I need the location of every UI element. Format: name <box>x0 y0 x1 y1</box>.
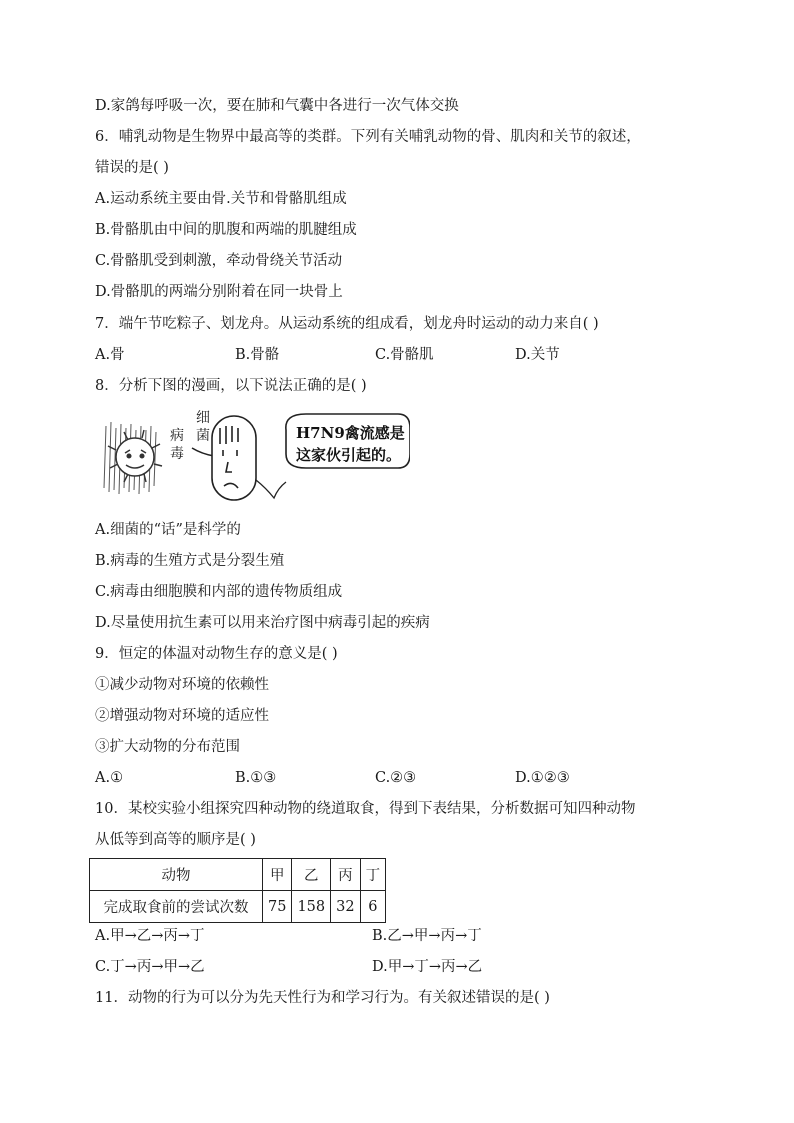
q9-item-2: ②增强动物对环境的适应性 <box>95 708 269 724</box>
virus-label-2: 毒 <box>170 446 184 462</box>
q6-stem-line2: 错误的是( ) <box>95 160 169 176</box>
q9-option-a: A.① <box>95 770 124 786</box>
table-cell: 75 <box>263 891 292 923</box>
table-cell: 158 <box>292 891 331 923</box>
q8-option-a: A.细菌的“话”是科学的 <box>95 522 241 538</box>
q10-options-row1 <box>95 926 655 946</box>
q10-data-table <box>89 858 386 923</box>
q8-option-b: B.病毒的生殖方式是分裂生殖 <box>95 553 285 569</box>
q7-option-b: B.骨骼 <box>235 347 280 363</box>
q9-option-b: B.①③ <box>235 770 277 786</box>
q6-option-a: A.运动系统主要由骨.关节和骨骼肌组成 <box>95 191 347 207</box>
q6-option-b: B.骨骼肌由中间的肌腹和两端的肌腱组成 <box>95 222 357 238</box>
q6-option-d: D.骨骼肌的两端分别附着在同一块骨上 <box>95 284 343 300</box>
q8-option-c: C.病毒由细胞膜和内部的遗传物质组成 <box>95 584 343 600</box>
table-header-cell: 丁 <box>360 859 386 891</box>
speech-text-line1: H7N9禽流感是 <box>296 424 405 442</box>
q11-stem: 11．动物的行为可以分为先天性行为和学习行为。有关叙述错误的是( ) <box>95 990 550 1006</box>
q5-option-d: D.家鸽每呼吸一次，要在肺和气囊中各进行一次气体交换 <box>95 98 459 114</box>
q9-option-c: C.②③ <box>375 770 417 786</box>
q10-option-b: B.乙→甲→丙→丁 <box>372 928 482 944</box>
q7-option-c: C.骨骼肌 <box>375 347 434 363</box>
q7-option-d: D.关节 <box>515 347 560 363</box>
q10-option-c: C.丁→丙→甲→乙 <box>95 959 205 975</box>
table-header-cell: 丙 <box>331 859 360 891</box>
q6-option-c: C.骨骼肌受到刺激，牵动骨绕关节活动 <box>95 253 343 269</box>
speech-text-line2: 这家伙引起的。 <box>296 446 402 464</box>
q8-option-d: D.尽量使用抗生素可以用来治疗图中病毒引起的疾病 <box>95 615 430 631</box>
table-cell: 完成取食前的尝试次数 <box>90 891 263 923</box>
q7-options <box>95 345 655 365</box>
q10-stem-line2: 从低等到高等的顺序是( ) <box>95 832 256 848</box>
table-header-cell: 动物 <box>90 859 263 891</box>
q9-option-d: D.①②③ <box>515 770 570 786</box>
q9-stem: 9．恒定的体温对动物生存的意义是( ) <box>95 646 338 662</box>
q8-stem: 8．分析下图的漫画，以下说法正确的是( ) <box>95 378 367 394</box>
table-header-row <box>90 859 386 891</box>
q10-option-d: D.甲→丁→丙→乙 <box>372 959 483 975</box>
q6-stem-line1: 6．哺乳动物是生物界中最高等的类群。下列有关哺乳动物的骨、肌肉和关节的叙述， <box>95 129 641 145</box>
table-header-cell: 乙 <box>292 859 331 891</box>
table-row <box>90 891 386 923</box>
bacteria-label-1: 细 <box>196 410 210 426</box>
virus-label-1: 病 <box>170 428 184 444</box>
q7-option-a: A.骨 <box>95 347 125 363</box>
q9-item-1: ①减少动物对环境的依赖性 <box>95 677 269 693</box>
bacteria-virus-cartoon <box>100 410 410 506</box>
bacteria-label-2: 菌 <box>196 428 210 444</box>
q10-options-row2 <box>95 957 655 977</box>
table-header-cell: 甲 <box>263 859 292 891</box>
table-cell: 32 <box>331 891 360 923</box>
table-cell: 6 <box>360 891 386 923</box>
q10-option-a: A.甲→乙→丙→丁 <box>95 928 205 944</box>
q10-stem-line1: 10．某校实验小组探究四种动物的绕道取食，得到下表结果，分析数据可知四种动物 <box>95 801 636 817</box>
q9-options <box>95 768 655 788</box>
q9-item-3: ③扩大动物的分布范围 <box>95 739 240 755</box>
q7-stem: 7．端午节吃粽子、划龙舟。从运动系统的组成看，划龙舟时运动的动力来自( ) <box>95 316 599 332</box>
